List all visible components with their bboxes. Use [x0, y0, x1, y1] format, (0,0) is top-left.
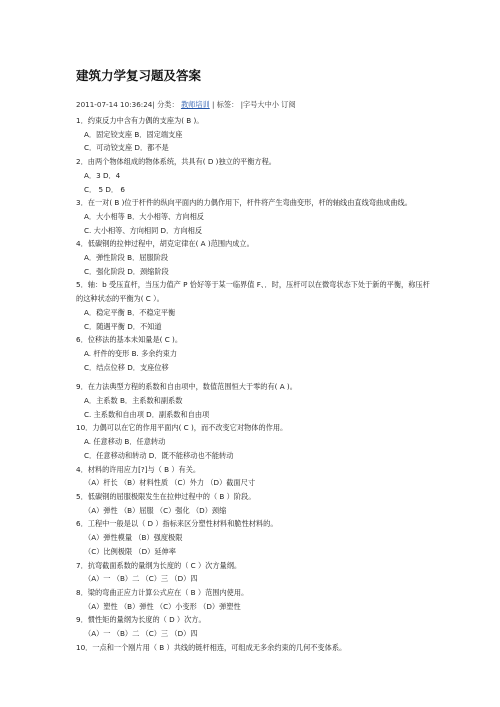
answer-option-line: C． 5 D． 6 — [84, 184, 125, 194]
question-text: 6．位移法的基本未知量是( C )。 — [76, 335, 183, 345]
question-text: 1．约束反力中含有力偶的支座为( B )。 — [76, 116, 204, 125]
answer-option-line: A．大小相等 B．大小相等、方向相反 — [84, 211, 204, 221]
answer-option-line: （C）比例极限 （D）延伸率 — [84, 546, 176, 556]
question-text: 9．惯性矩的量纲为长度的（ D ）次方。 — [76, 615, 206, 625]
question-text: 3．在一对( B )位于杆件的纵向平面内的力偶作用下，杆件将产生弯曲变形，杆的轴线由直线弯曲成曲线。 — [76, 198, 412, 208]
question-text: 6．工程中一般是以（ D ）指标来区分塑性材料和脆性材料的。 — [76, 519, 278, 529]
category-label: 分类： — [157, 100, 179, 109]
font-size-options[interactable]: 大中小 — [257, 100, 279, 109]
answer-option-line: （A）弹性模量 （B）强度极限 — [84, 533, 183, 543]
answer-option-line: C．可动铰支座 D．都不是 — [84, 143, 169, 153]
answer-option-line: （A）弹性 （B）屈服 （C）强化 （D）颈缩 — [84, 505, 227, 515]
answer-option-line: A. 任意移动 B．任意转动 — [84, 437, 166, 447]
answer-option-line: （A）杆长 （B）材料性质 （C）外力 （D）截面尺寸 — [84, 478, 256, 488]
meta-separator: | — [212, 100, 215, 109]
answer-option-line: C．任意移动和转动 D．既不能移动也不能转动 — [84, 450, 234, 460]
question-text: 7．抗弯截面系数的量纲为长度的（ C ）次方量纲。 — [76, 560, 242, 570]
post-meta — [76, 100, 296, 110]
question-list — [76, 114, 436, 654]
answer-option-line: A．稳定平衡 B．不稳定平衡 — [84, 307, 176, 317]
answer-option-line: A．3 D．4 — [84, 170, 121, 180]
answer-option-line: A．弹性阶段 B．屈服阶段 — [84, 253, 169, 263]
question-text: 10．力偶可以在它的作用平面内( C )，而不改变它对物体的作用。 — [76, 423, 288, 433]
answer-option-line: （A）塑性 （B）弹性 （C）小变形 （D）弹塑性 — [84, 601, 241, 611]
tag-label: 标签： — [216, 100, 239, 109]
question-text: 4．材料的许用应力[?]与（ B ）有关。 — [76, 464, 201, 474]
answer-option-line: C．强化阶段 D．颈缩阶段 — [84, 266, 169, 276]
font-size-label: |字号 — [240, 100, 258, 109]
question-text: 9．在力法典型方程的系数和自由项中，数值范围恒大于零的有( A )。 — [76, 382, 297, 392]
question-text: 2．由两个物体组成的物体系统，共具有( D )独立的平衡方程。 — [76, 157, 276, 167]
answer-option-line: A. 杆件的变形 B. 多余约束力 — [84, 348, 178, 358]
question-text: 5．低碳钢的屈服极限发生在拉伸过程中的（ B ）阶段。 — [76, 491, 256, 501]
category-link[interactable]: 教师培训 — [180, 100, 210, 109]
question-text: 5．轴：b 受压直杆，当压力值产 P 恰好等于某一临界值 F、．时，压杆可以在微弯状态下处于新的平衡，称压杆的这种状态的平衡为( C ）。 — [76, 280, 430, 304]
answer-option-line: A．固定铰支座 B．固定端支座 — [84, 129, 183, 139]
post-datetime: 2011-07-14 10:36:24| — [76, 100, 155, 109]
answer-option-line: A．主系数 B．主系数和副系数 — [84, 396, 183, 406]
answer-option-line: C. 主系数和自由项 D．副系数和自由项 — [84, 409, 210, 419]
page-title: 建筑力学复习题及答案 — [76, 68, 202, 83]
answer-option-line: C. 大小相等、方向相同 D．方向相反 — [84, 225, 203, 235]
answer-option-line: （A）一 （B）二 （C）三 （D）四 — [84, 629, 198, 639]
answer-option-line: C．随遇平衡 D．不知道 — [84, 321, 162, 331]
question-text: 10．一点和一个刚片用（ B ）共线的链杆相连，可组成无多余约束的几何不变体系。 — [76, 642, 347, 652]
answer-option-line: C．结点位移 D．支座位移 — [84, 362, 169, 372]
answer-option-line: （A）一 （B）二 （C）三 （D）四 — [84, 574, 198, 584]
question-text: 4．低碳钢的拉伸过程中，胡克定律在( A )范围内成立。 — [76, 239, 254, 249]
question-text: 8．梁的弯曲正应力计算公式应在（ B ）范围内使用。 — [76, 587, 249, 597]
subscribe-link[interactable]: 订阅 — [281, 100, 296, 109]
